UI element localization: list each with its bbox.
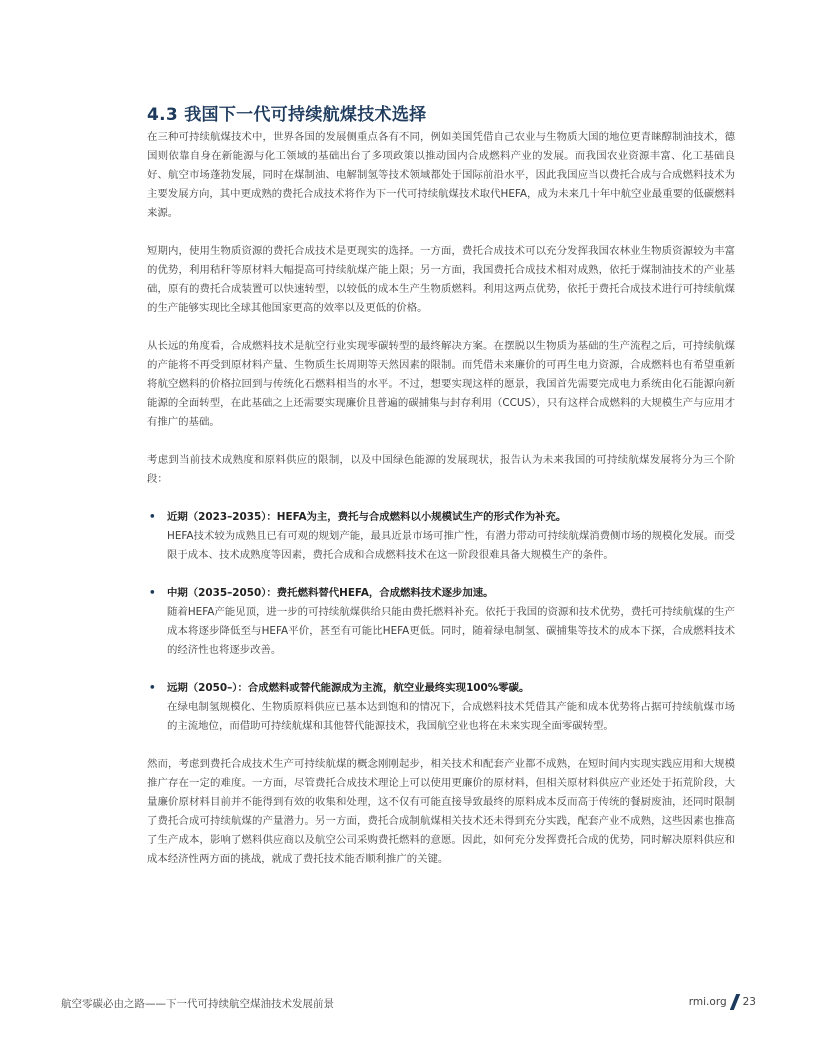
stage-title: 近期（2023–2035）：HEFA为主，费托与合成燃料以小规模试生产的形式作为补充。 xyxy=(167,511,567,523)
footer-report-title: 航空零碳必由之路——下一代可持续航空煤油技术发展前景 xyxy=(61,998,334,1010)
stage-item-long-term xyxy=(147,679,735,736)
slash-divider-icon xyxy=(729,994,739,1010)
stage-body: HEFA技术较为成熟且已有可观的规划产能，最具近景市场可推广性，有潜力带动可持续航煤消费侧市场的规模化发展。而受限于成本、技术成熟度等因素，费托合成和合成燃料技术在这一阶段很难具备大规模生产的条件。 xyxy=(167,530,735,561)
stage-list xyxy=(147,508,735,736)
section-heading: 4.3 我国下一代可持续航煤技术选择 xyxy=(147,105,427,126)
bullet-icon: • xyxy=(149,682,156,694)
paragraph-3: 从长远的角度看，合成燃料技术是航空行业实现零碳转型的最终解决方案。在摆脱以生物质为基础的生产流程之后，可持续航煤的产能将不再受到原材料产量、生物质生长周期等天然因素的限制。而凭借未来廉价的可再生电力资源，合成燃料也有希望重新将航空燃料的价格拉回到与传统化石燃料相当的水平。不过，想要实现这样的愿景，我国首先需要完成电力系统由化石能源向新能源的全面转型，在此基础之上还需要实现廉价且普遍的碳捕集与封存利用（CCUS），只有这样合成燃料的大规模生产与应用才有推广的基础。 xyxy=(147,340,735,428)
paragraph-4: 考虑到当前技术成熟度和原料供应的限制，以及中国绿色能源的发展现状，报告认为未来我国的可持续航煤发展将分为三个阶段： xyxy=(147,454,735,485)
footer-page-info xyxy=(689,994,756,1010)
page-number: 23 xyxy=(742,996,756,1008)
bullet-icon: • xyxy=(149,587,156,599)
stage-title: 远期（2050–）：合成燃料或替代能源成为主流，航空业最终实现100%零碳。 xyxy=(167,682,530,694)
paragraph-1: 在三种可持续航煤技术中，世界各国的发展侧重点各有不同，例如美国凭借自己农业与生物质大国的地位更青睐醇制油技术，德国则依靠自身在新能源与化工领域的基础出台了多项政策以推动国内合成燃料产业的发展。而我国农业资源丰富、化工基础良好、航空市场蓬勃发展，同时在煤制油、电解制氢等技术领域都处于国际前沿水平，因此我国应当以费托合成与合成燃料技术为主要发展方向，其中更成熟的费托合成技术将作为下一代可持续航煤技术取代HEFA，成为未来几十年中航空业最重要的低碳燃料来源。 xyxy=(147,131,735,219)
stage-item-near-term xyxy=(147,508,735,565)
stage-body: 在绿电制氢规模化、生物质原料供应已基本达到饱和的情况下，合成燃料技术凭借其产能和成本优势将占据可持续航煤市场的主流地位，而借助可持续航煤和其他替代能源技术，我国航空业也将在未来实现全面零碳转型。 xyxy=(167,701,735,732)
footer-site-link[interactable]: rmi.org xyxy=(688,996,727,1008)
body-content xyxy=(147,128,735,888)
stage-title: 中期（2035–2050）：费托燃料替代HEFA，合成燃料技术逐步加速。 xyxy=(167,587,494,599)
closing-paragraph: 然而，考虑到费托合成技术生产可持续航煤的概念刚刚起步，相关技术和配套产业都不成熟，在短时间内实现实践应用和大规模推广存在一定的难度。一方面，尽管费托合成技术理论上可以使用更廉价的原材料，但相关原材料供应产业还处于拓荒阶段，大量廉价原材料目前并不能得到有效的收集和处理，这不仅有可能直接导致最终的原料成本反而高于传统的餐厨废油，还同时限制了费托合成可持续航煤的产量潜力。另一方面，费托合成制航煤相关技术还未得到充分实践，配套产业不成熟，这些因素也推高了生产成本，影响了燃料供应商以及航空公司采购费托燃料的意愿。因此，如何充分发挥费托合成的优势，同时解决原料供应和成本经济性两方面的挑战，就成了费托技术能否顺利推广的关键。 xyxy=(147,758,735,865)
paragraph-2: 短期内，使用生物质资源的费托合成技术是更现实的选择。一方面，费托合成技术可以充分发挥我国农林业生物质资源较为丰富的优势，利用秸秆等原材料大幅提高可持续航煤产能上限；另一方面，我国费托合成技术相对成熟，依托于煤制油技术的产业基础，原有的费托合成装置可以快速转型，以较低的成本生产生物质燃料。利用这两点优势，依托于费托合成技术进行可持续航煤的生产能够实现比全球其他国家更高的效率以及更低的价格。 xyxy=(147,245,735,314)
stage-item-mid-term xyxy=(147,584,735,660)
bullet-icon: • xyxy=(149,511,156,523)
stage-body: 随着HEFA产能见顶，进一步的可持续航煤供给只能由费托燃料补充。依托于我国的资源和技术优势，费托可持续航煤的生产成本将逐步降低至与HEFA平价，甚至有可能比HEFA更低。同时，随着绿电制氢、碳捕集等技术的成本下探，合成燃料技术的经济性也将逐步改善。 xyxy=(167,606,735,656)
